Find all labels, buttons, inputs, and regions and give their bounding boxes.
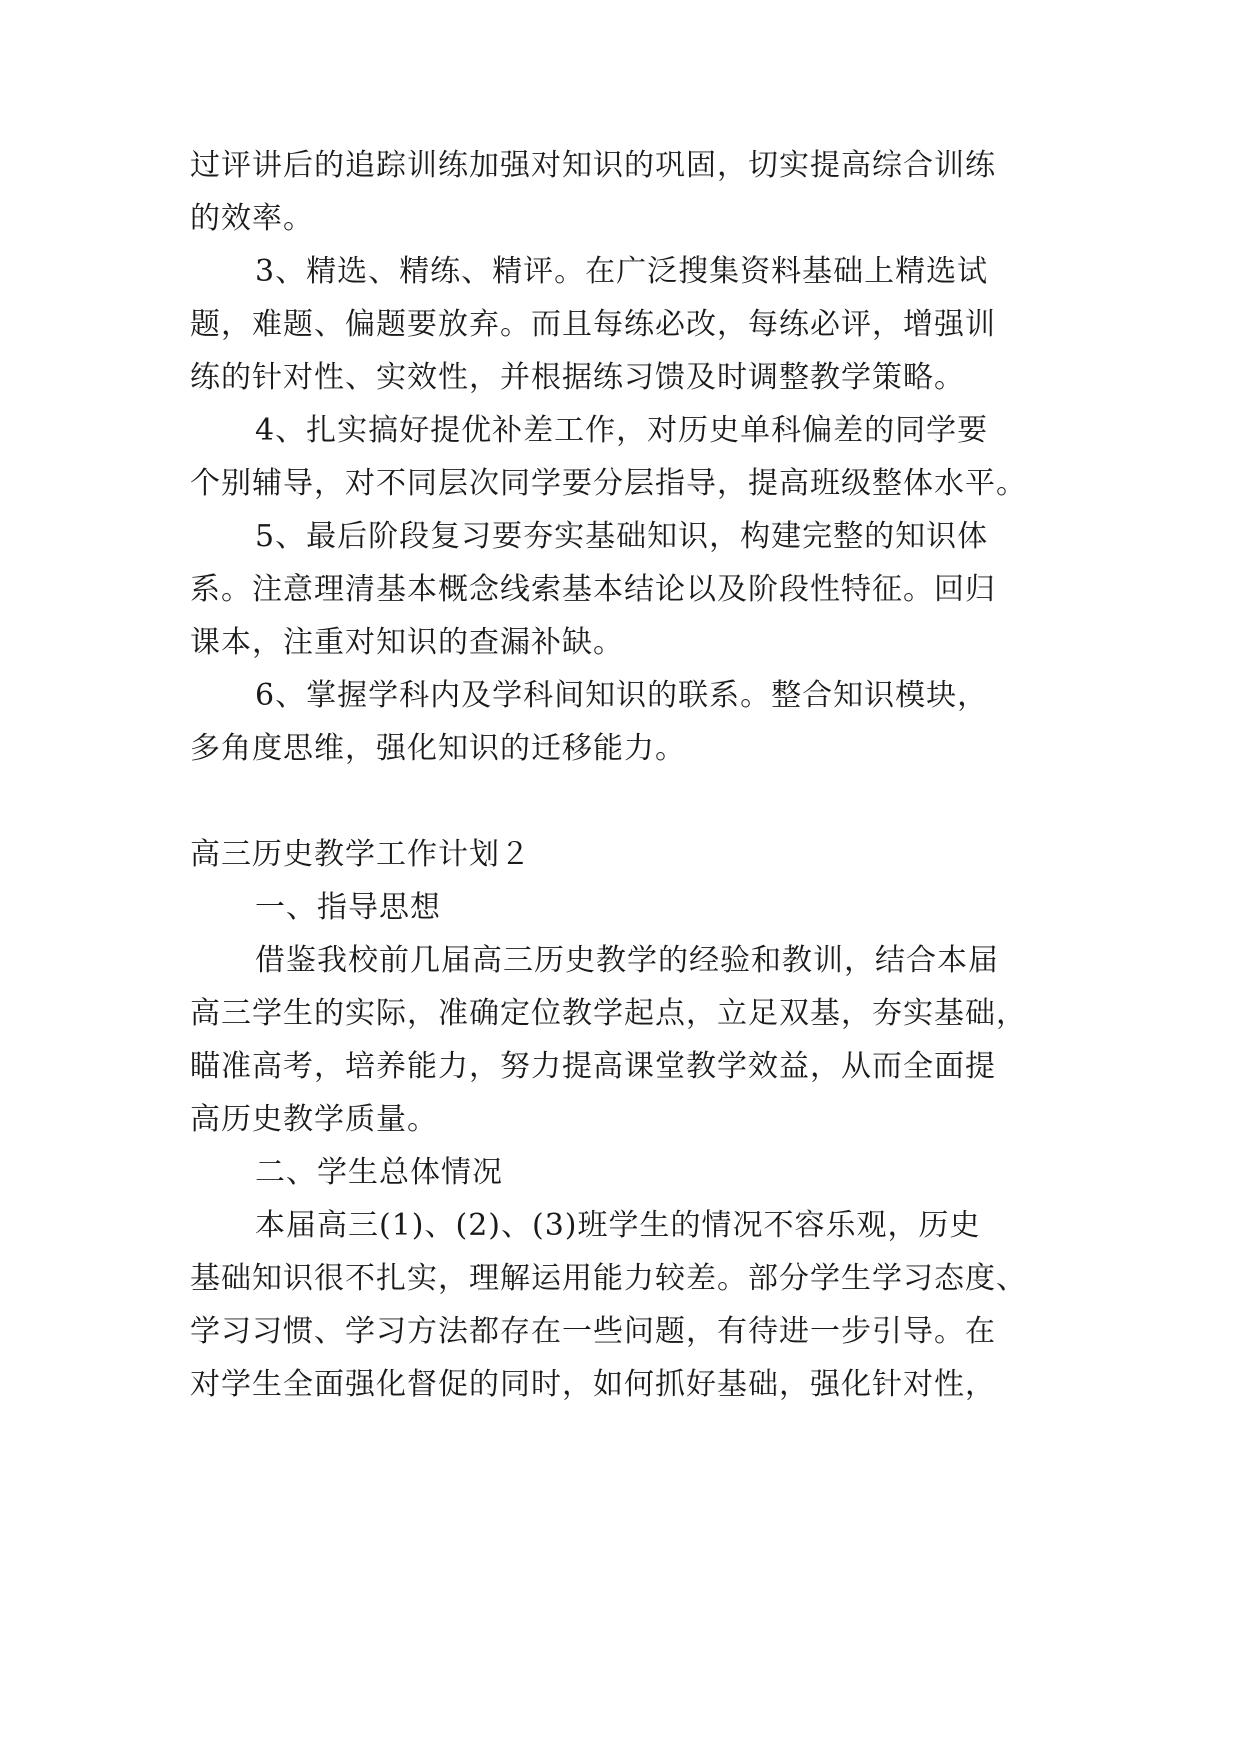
text-line: 过评讲后的追踪训练加强对知识的巩固，切实提高综合训练: [190, 148, 996, 183]
text-line: 3、精选、精练、精评。在广泛搜集资料基础上精选试: [255, 254, 989, 289]
text-line: 6、掌握学科内及学科间知识的联系。整合知识模块，: [255, 678, 989, 713]
text-line: 瞄准高考，培养能力，努力提高课堂教学效益，从而全面提: [190, 1049, 996, 1084]
text-line: 高三学生的实际，准确定位教学起点，立足双基，夯实基础，: [190, 996, 1027, 1031]
text-line: 4、扎实搞好提优补差工作，对历史单科偏差的同学要: [255, 413, 989, 448]
text-line: 系。注意理清基本概念线索基本结论以及阶段性特征。回归: [190, 572, 996, 607]
text-line: 借鉴我校前几届高三历史教学的经验和教训，结合本届: [255, 943, 999, 978]
section-heading: 一、指导思想: [255, 890, 441, 925]
section-heading: 二、学生总体情况: [255, 1155, 503, 1190]
text-line: 高历史教学质量。: [190, 1102, 438, 1137]
text-line: 的效率。: [190, 201, 314, 236]
text-line: 5、最后阶段复习要夯实基础知识，构建完整的知识体: [255, 519, 989, 554]
section-title: 高三历史教学工作计划２: [190, 837, 531, 872]
text-line: 个别辅导，对不同层次同学要分层指导，提高班级整体水平。: [190, 466, 1027, 501]
text-line: 对学生全面强化督促的同时，如何抓好基础，强化针对性，: [190, 1367, 996, 1402]
text-line: 本届高三(1)、(2)、(3)班学生的情况不容乐观，历史: [255, 1208, 981, 1243]
text-line: 课本，注重对知识的查漏补缺。: [190, 625, 624, 660]
text-line: 练的针对性、实效性，并根据练习馈及时调整教学策略。: [190, 360, 965, 395]
text-line: 基础知识很不扎实，理解运用能力较差。部分学生学习态度、: [190, 1261, 1027, 1296]
text-line: 多角度思维，强化知识的迁移能力。: [190, 731, 686, 766]
text-line: 题，难题、偏题要放弃。而且每练必改，每练必评，增强训: [190, 307, 996, 342]
text-line: 学习习惯、学习方法都存在一些问题，有待进一步引导。在: [190, 1314, 996, 1349]
